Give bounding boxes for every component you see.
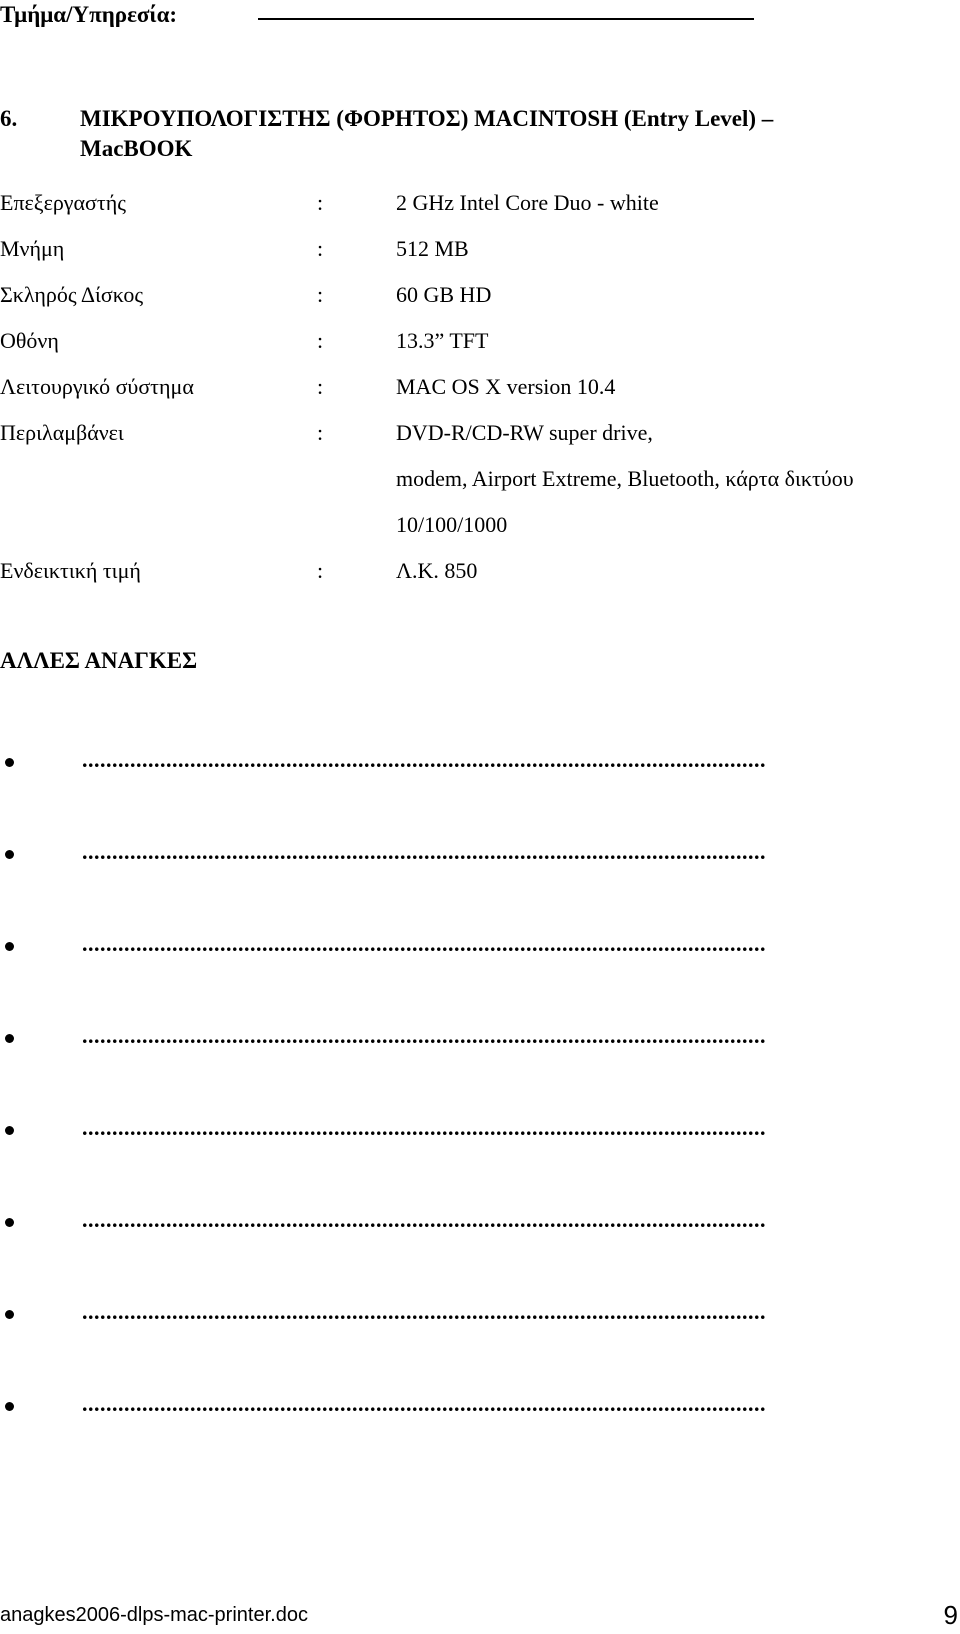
list-item (0, 747, 960, 783)
spec-label: Μνήμη (0, 236, 65, 261)
spec-label: Οθόνη (0, 328, 59, 353)
spec-value: 2 GHz Intel Core Duo - white (396, 190, 659, 215)
bullet-icon (5, 1034, 14, 1043)
fill-in-dots: .................................................................................................................. (82, 931, 766, 956)
spec-colon: : (317, 236, 324, 261)
fill-in-dots: .................................................................................................................. (82, 839, 766, 864)
bullet-icon (5, 1218, 14, 1227)
spec-colon: : (317, 558, 324, 583)
bullet-icon (5, 942, 14, 951)
fill-in-dots: .................................................................................................................. (82, 747, 766, 772)
bullet-icon (5, 1126, 14, 1135)
bullet-icon (5, 1310, 14, 1319)
list-item (0, 931, 960, 967)
spec-colon: : (317, 328, 324, 353)
spec-value: 10/100/1000 (396, 512, 508, 537)
list-item (0, 1023, 960, 1059)
list-item (0, 1207, 960, 1243)
spec-value: 13.3” TFT (396, 328, 489, 353)
bullet-icon (5, 758, 14, 767)
section-title-line2: MacBOOK (80, 136, 193, 161)
section-title (80, 104, 900, 164)
spec-value: 512 MB (396, 236, 469, 261)
list-item (0, 1299, 960, 1335)
spec-colon: : (317, 420, 324, 445)
bullet-icon (5, 1402, 14, 1411)
spec-value: modem, Airport Extreme, Bluetooth, κάρτα δικτύου (396, 466, 854, 491)
list-item (0, 1115, 960, 1151)
spec-value: 60 GB HD (396, 282, 492, 307)
fill-in-dots: .................................................................................................................. (82, 1391, 766, 1416)
department-fill-line (258, 18, 754, 20)
footer-filename: anagkes2006-dlps-mac-printer.doc (0, 1604, 308, 1626)
spec-label: Επεξεργαστής (0, 190, 126, 215)
bullet-icon (5, 850, 14, 859)
spec-colon: : (317, 374, 324, 399)
section-title-line1: ΜΙΚΡΟΥΠΟΛΟΓΙΣΤΗΣ (ΦΟΡΗΤΟΣ) MACINTOSH (Entry Level) – (80, 106, 774, 131)
spec-value: DVD-R/CD-RW super drive, (396, 420, 653, 445)
department-label: Τμήμα/Υπηρεσία: (0, 2, 178, 27)
spec-label: Λειτουργικό σύστημα (0, 374, 194, 399)
spec-value: Λ.Κ. 850 (396, 558, 478, 583)
spec-colon: : (317, 282, 324, 307)
fill-in-dots: .................................................................................................................. (82, 1115, 766, 1140)
fill-in-dots: .................................................................................................................. (82, 1299, 766, 1324)
other-needs-heading: ΑΛΛΕΣ ΑΝΑΓΚΕΣ (0, 648, 198, 673)
spec-value: MAC OS X version 10.4 (396, 374, 616, 399)
fill-in-dots: .................................................................................................................. (82, 1207, 766, 1232)
section-number: 6. (0, 106, 18, 131)
spec-label: Περιλαμβάνει (0, 420, 124, 445)
fill-in-dots: .................................................................................................................. (82, 1023, 766, 1048)
spec-label: Ενδεικτική τιμή (0, 558, 141, 583)
spec-label: Σκληρός Δίσκος (0, 282, 144, 307)
spec-colon: : (317, 190, 324, 215)
list-item (0, 1391, 960, 1427)
list-item (0, 839, 960, 875)
footer-page-number: 9 (943, 1600, 958, 1630)
